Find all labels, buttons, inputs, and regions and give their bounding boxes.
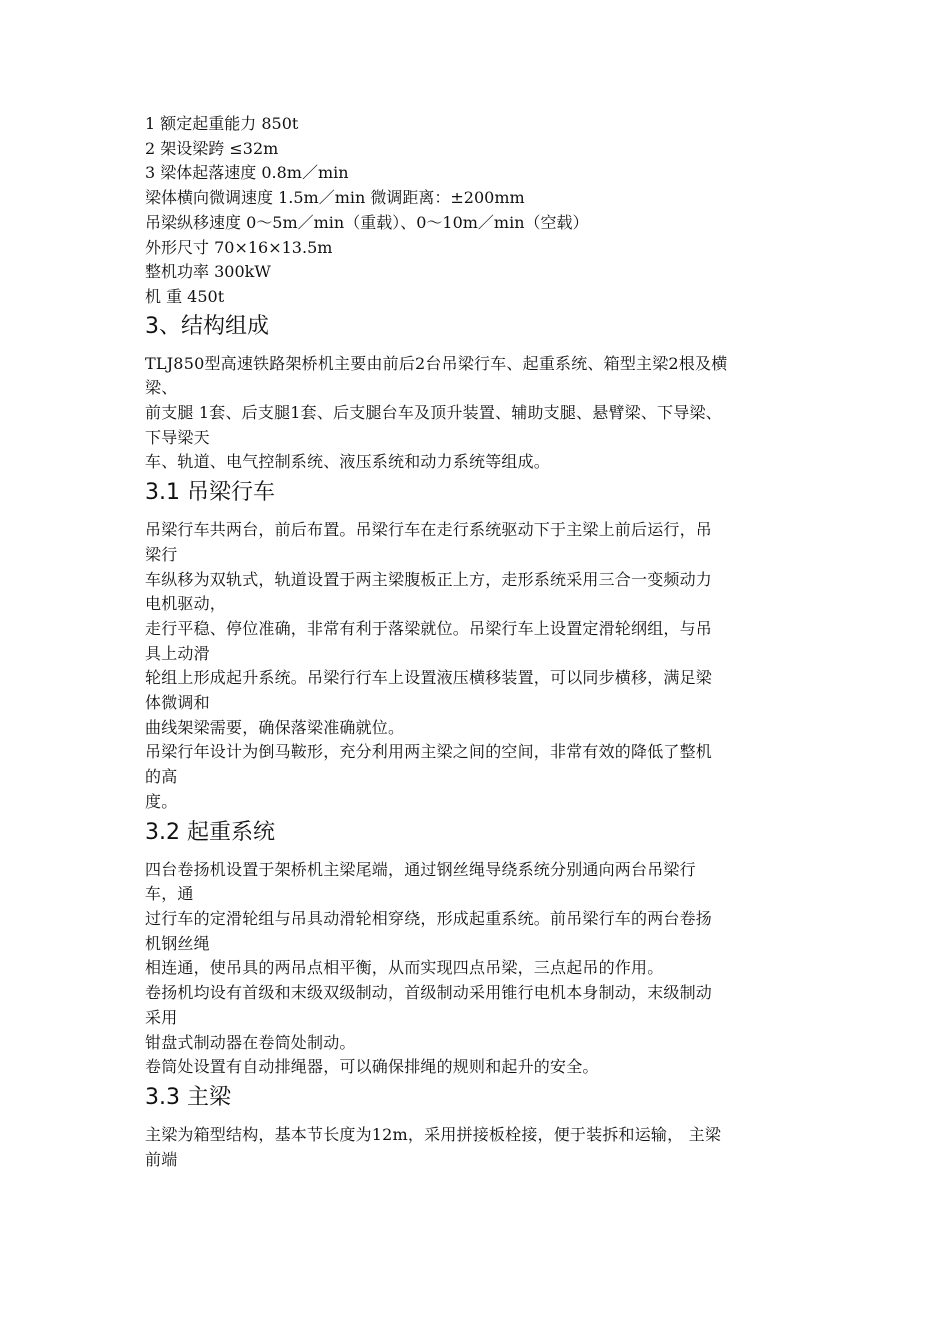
paragraph-line: 轮组上形成起升系统。吊梁行行车上设置液压横移装置，可以同步横移，满足梁 [145,668,713,688]
paragraph-line: 吊梁行车共两台，前后布置。吊梁行车在走行系统驱动下于主梁上前后运行，吊 [145,520,713,540]
section-lifting-system [145,818,815,1080]
paragraph-line: 吊梁行年设计为倒马鞍形，充分利用两主梁之间的空间，非常有效的降低了整机 [145,742,713,762]
section-heading: 3.1 吊梁行车 [145,480,275,506]
paragraph-line: 前端 [145,1149,178,1169]
spec-line: 吊梁纵移速度 0～5m／min（重载）、0～10m／min（空载） [145,212,589,232]
paragraph-line: TLJ850型高速铁路架桥机主要由前后2台吊梁行车、起重系统、箱型主梁2根及横 [145,353,728,373]
section-main-girder [145,1083,815,1172]
document-page [145,112,815,1175]
spec-line: 机 重 450t [145,286,225,306]
paragraph-line: 四台卷扬机设置于架桥机主梁尾端，通过钢丝绳导绕系统分别通向两台吊梁行 [145,859,696,879]
paragraph-line: 梁行 [145,544,178,564]
paragraph-line: 曲线架梁需要，确保落梁准确就位。 [145,717,405,737]
paragraph-line: 前支腿 1套、后支腿1套、后支腿台车及顶升装置、辅助支腿、悬臂梁、下导梁、 [145,403,722,423]
paragraph-line: 的高 [145,767,178,787]
paragraph-line: 车，通 [145,884,194,904]
paragraph-line: 下导梁天 [145,427,210,447]
paragraph-line: 车纵移为双轨式，轨道设置于两主梁腹板正上方，走形系统采用三合一变频动力 [145,569,713,589]
paragraph-line: 车、轨道、电气控制系统、液压系统和动力系统等组成。 [145,452,551,472]
paragraph-line: 卷扬机均设有首级和末级双级制动，首级制动采用锥行电机本身制动，末级制动 [145,983,713,1003]
paragraph-line: 过行车的定滑轮组与吊具动滑轮相穿绕，形成起重系统。前吊梁行车的两台卷扬 [145,908,713,928]
spec-line: 外形尺寸 70×16×13.5m [145,237,333,257]
paragraph-line: 梁、 [145,378,178,398]
spec-line: 整机功率 300kW [145,262,271,282]
section-structure [145,312,815,476]
spec-list [145,112,815,310]
spec-line: 2 架设梁跨 ≤32m [145,138,279,158]
spec-line: 梁体横向微调速度 1.5m／min 微调距离：±200mm [145,188,525,208]
section-heading: 3.2 起重系统 [145,819,275,845]
paragraph-line: 相连通，使吊具的两吊点相平衡，从而实现四点吊梁，三点起吊的作用。 [145,958,664,978]
section-trolley [145,478,815,814]
section-heading: 3.3 主梁 [145,1084,231,1110]
spec-line: 3 梁体起落速度 0.8m／min [145,163,349,183]
paragraph-line: 采用 [145,1007,178,1027]
paragraph-line: 电机驱动， [145,594,227,614]
paragraph-line: 机钢丝绳 [145,933,210,953]
paragraph-line: 具上动滑 [145,643,210,663]
spec-line: 1 额定起重能力 850t [145,114,299,133]
paragraph-line: 走行平稳、停位准确，非常有利于落梁就位。吊梁行车上设置定滑轮纲组，与吊 [145,618,713,638]
paragraph-line: 体微调和 [145,693,210,713]
paragraph-line: 卷筒处设置有自动排绳器，可以确保排绳的规则和起升的安全。 [145,1057,599,1077]
paragraph-line: 主梁为箱型结构，基本节长度为12m，采用拼接板栓接，便于装拆和运输， 主梁 [145,1124,722,1144]
paragraph-line: 钳盘式制动器在卷筒处制动。 [145,1032,356,1052]
section-heading: 3、结构组成 [145,313,269,339]
paragraph-line: 度。 [145,791,178,811]
